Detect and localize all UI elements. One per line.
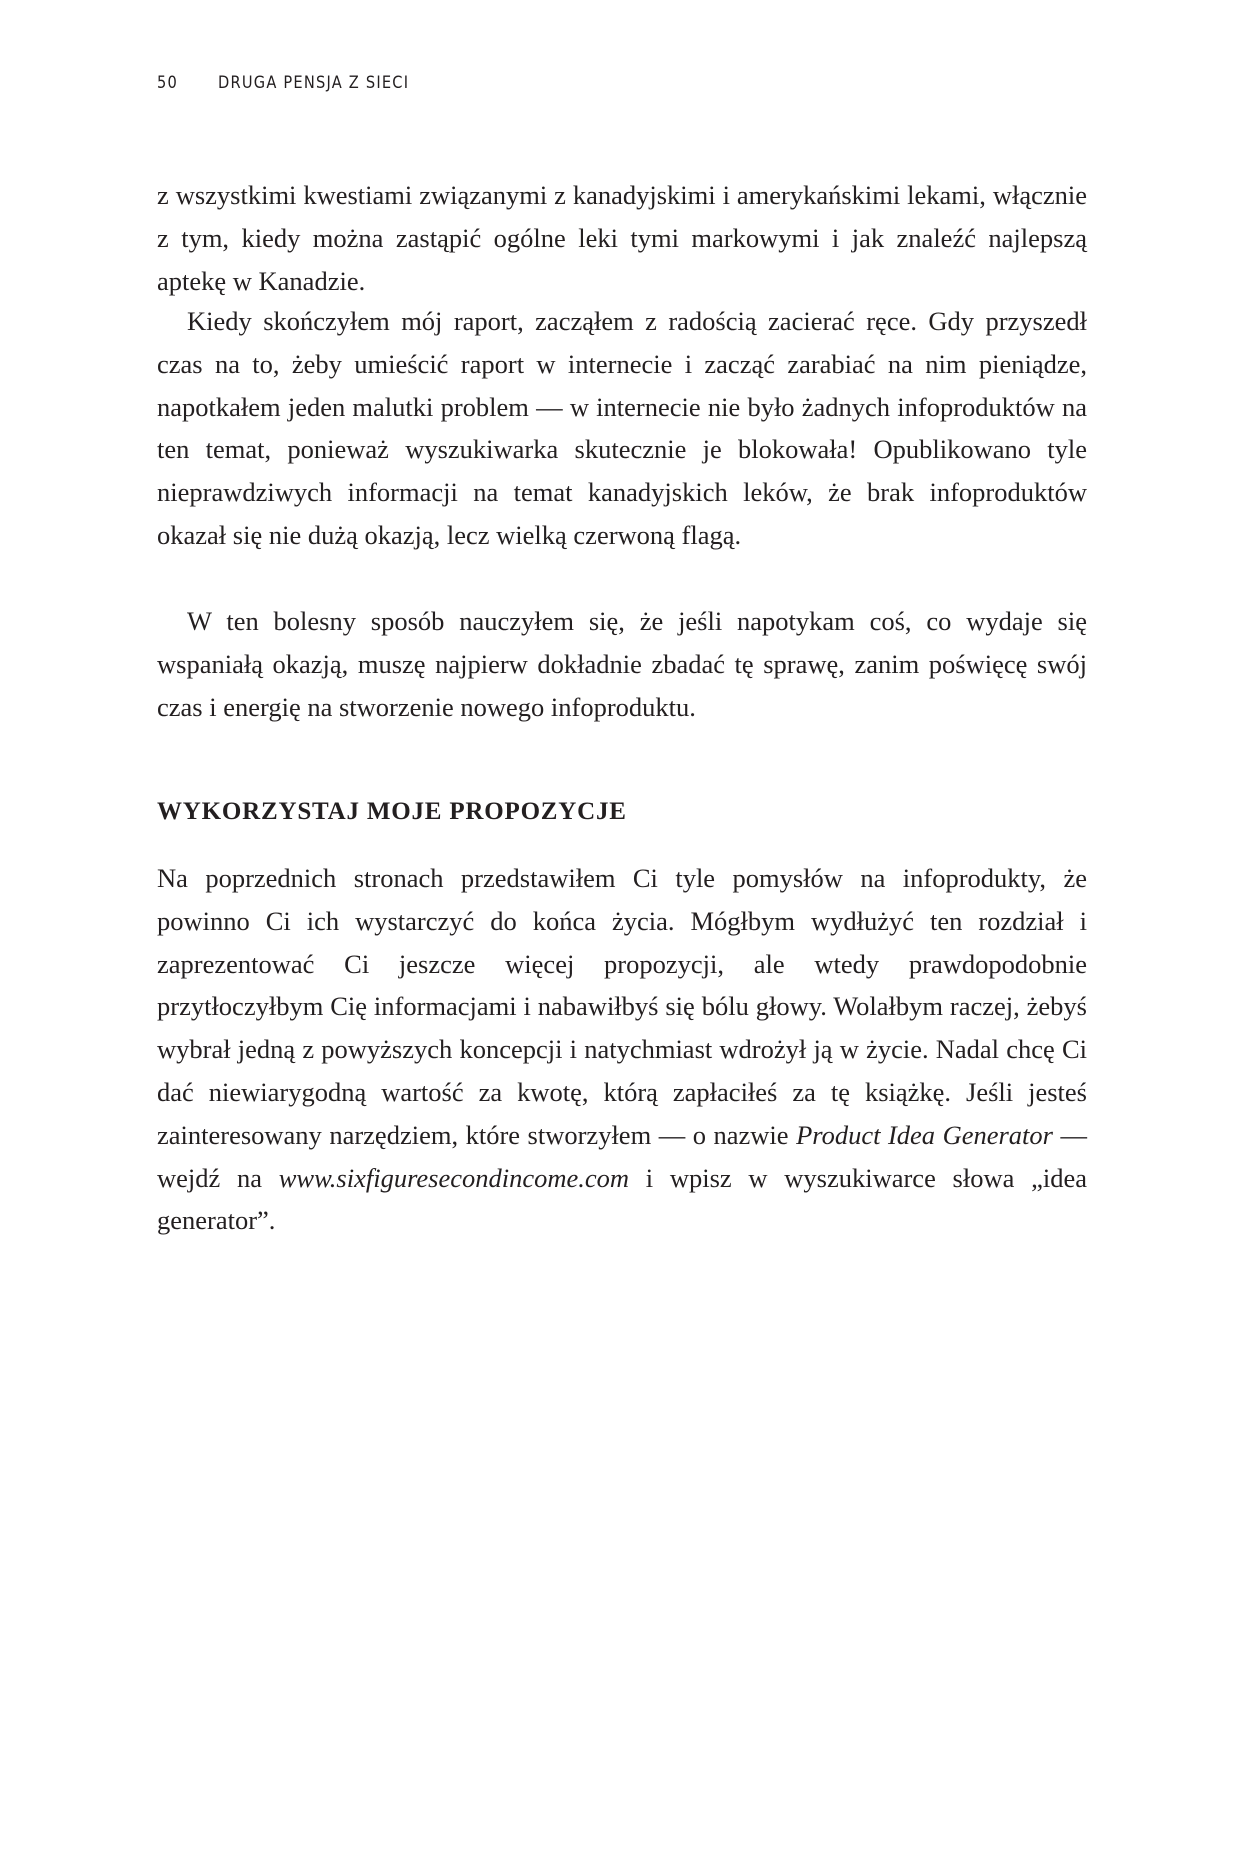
paragraph-report: Kiedy skończyłem mój raport, zacząłem z radością zacierać ręce. Gdy przyszedł czas na to, żeby umieścić raport w internecie i zacząć zarabiać na nim pieniądze, napotkałem jeden malutki problem — w internecie nie było żadnych infoproduktów na ten temat, ponieważ wyszukiwarka skutecznie je blokowała! Opublikowano tyle nieprawdziwych informacji na temat kanadyjskich leków, że brak infoproduktów okazał się nie dużą okazją, lecz wielką czerwoną flagą. [157, 306, 1087, 550]
section-paragraph [157, 857, 1087, 1242]
body-paragraph-1 [157, 174, 1087, 302]
section-text-part-1: Na poprzednich stronach przedstawiłem Ci tyle pomysłów na infoprodukty, że powinno Ci ich wystarczyć do końca życia. Mógłbym wydłużyć ten rozdział i zaprezentować Ci jeszcze więcej propozycji, ale wtedy prawdopodobnie przytłoczyłbym Cię informacjami i nabawiłbyś się bólu głowy. Wolałbym raczej, żebyś wybrał jedną z powyższych koncepcji i natychmiast wdrożył ją w życie. Nadal chcę Ci dać niewiarygodną wartość za kwotę, którą zapłaciłeś za tę książkę. Jeśli jesteś zainteresowany narzędziem, które stworzyłem — o nazwie [157, 863, 1087, 1150]
paragraph-lesson: W ten bolesny sposób nauczyłem się, że jeśli napotykam coś, co wydaje się wspaniałą okazją, muszę najpierw dokładnie zbadać tę sprawę, zanim poświęcę swój czas i energię na stworzenie nowego infoproduktu. [157, 606, 1087, 722]
paragraph-continuation: z wszystkimi kwestiami związanymi z kanadyjskimi i amerykańskimi lekami, włącznie z tym, kiedy można zastąpić ogólne leki tymi markowymi i jak znaleźć najlepszą aptekę w Kanadzie. [157, 180, 1087, 296]
body-paragraph-3 [157, 600, 1087, 728]
page-number: 50 [157, 73, 179, 93]
running-header [157, 73, 409, 93]
section-text-part-2: — wejdź na [157, 1119, 1088, 1193]
book-title: DRUGA PENSJA Z SIECI [218, 73, 410, 93]
section-paragraph-text [157, 857, 1087, 1242]
product-name-italic: Product Idea Generator [796, 1119, 1053, 1150]
section-text-part-3: i wpisz w wyszukiwarce słowa „idea generator”. [157, 1162, 1087, 1236]
website-url-italic: www.sixfiguresecondincome.com [278, 1162, 630, 1193]
section-heading: WYKORZYSTAJ MOJE PROPOZYCJE [157, 798, 627, 825]
body-paragraph-2 [157, 300, 1087, 557]
